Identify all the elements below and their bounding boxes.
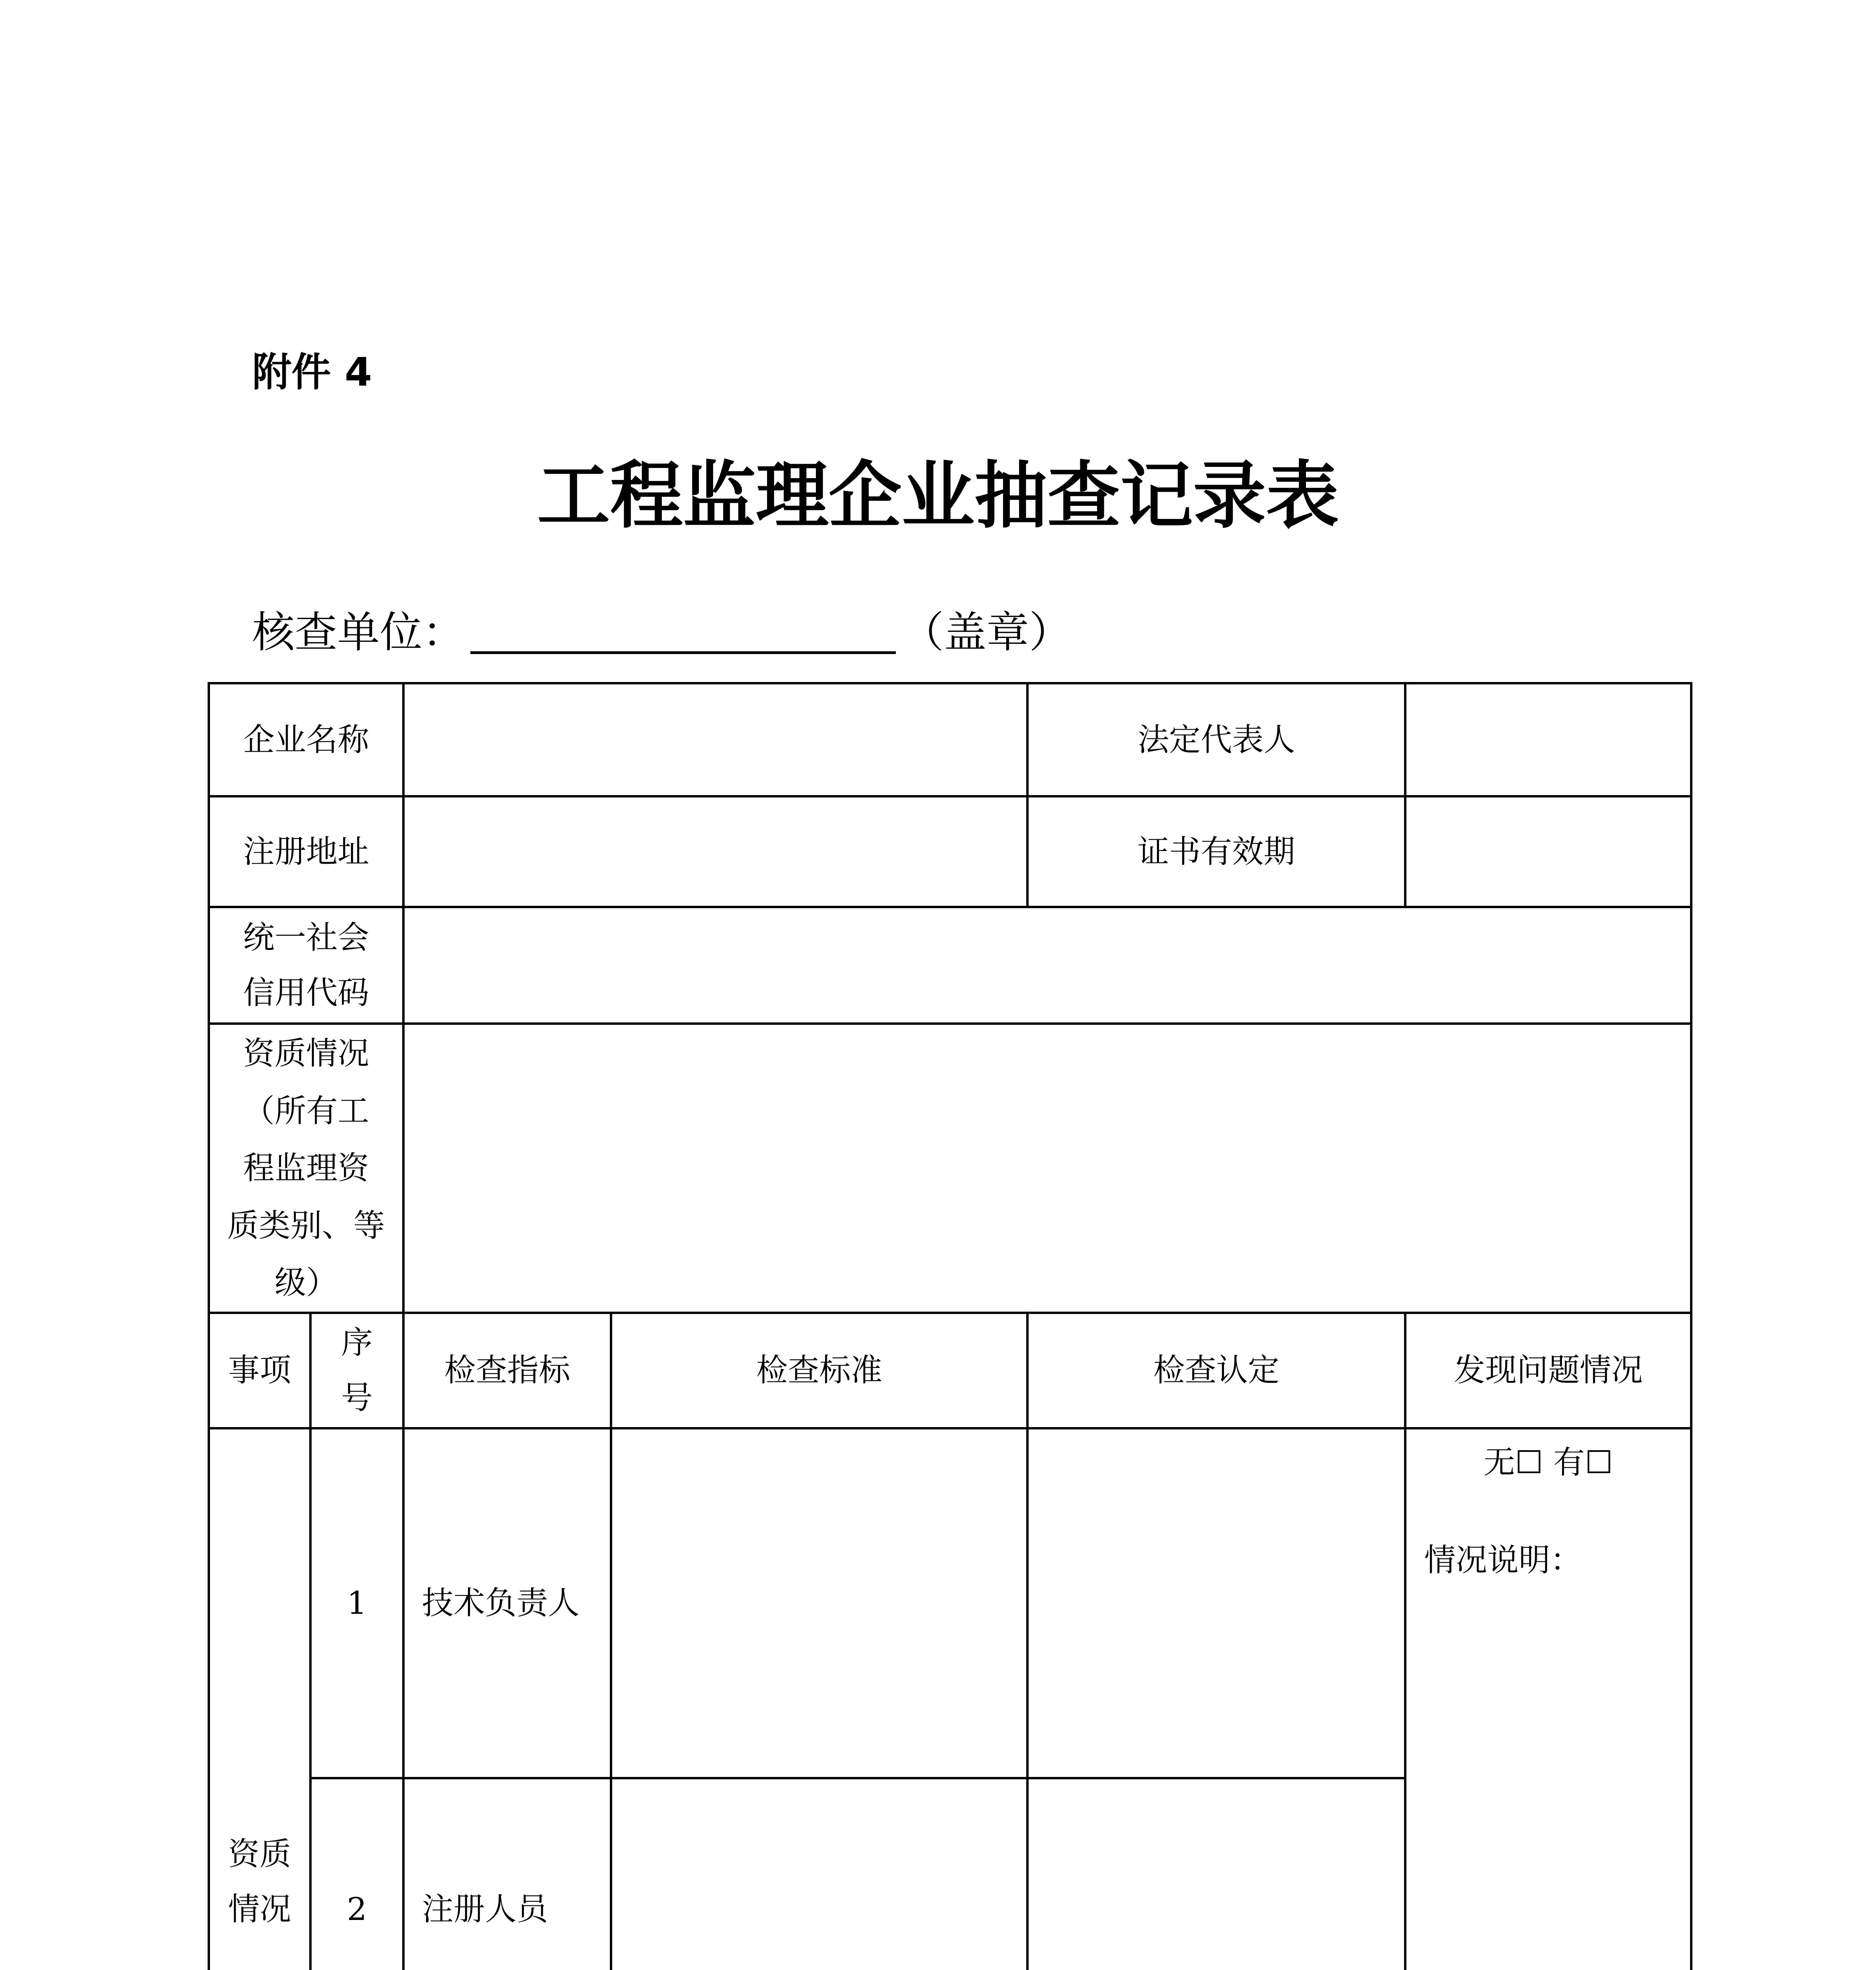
col-header-seq-line: 序 <box>341 1324 373 1361</box>
qualification-label-line: 资质情况 <box>243 1035 369 1072</box>
address-field[interactable] <box>403 796 1027 907</box>
inspection-unit-label: 核查单位： <box>252 608 465 657</box>
section-label-line: 情况 <box>228 1890 291 1927</box>
row-column-headers <box>209 1313 1691 1428</box>
record-table <box>208 682 1692 1970</box>
cert-validity-label: 证书有效期 <box>1027 796 1405 907</box>
legal-rep-field[interactable] <box>1405 683 1691 796</box>
col-header-standard: 检查标准 <box>611 1313 1027 1428</box>
qualification-label <box>209 1024 403 1313</box>
credit-code-field[interactable] <box>403 907 1691 1024</box>
col-header-seq-line: 号 <box>341 1379 373 1416</box>
row-credit-code <box>209 907 1691 1024</box>
credit-code-label-line: 信用代码 <box>243 974 369 1011</box>
finding-note-label: 情况说明： <box>1424 1541 1582 1578</box>
inspection-unit-field[interactable] <box>470 612 896 654</box>
row-indicator: 技术负责人 <box>403 1428 611 1778</box>
row-qualification <box>209 1024 1691 1313</box>
col-header-indicator: 检查指标 <box>403 1313 611 1428</box>
cert-validity-field[interactable] <box>1405 796 1691 907</box>
seal-label: （盖章） <box>901 608 1072 657</box>
credit-code-label-line: 统一社会 <box>243 919 369 956</box>
row-determination-field[interactable] <box>1027 1428 1405 1778</box>
problems-cell <box>1405 1428 1691 1970</box>
enterprise-name-field[interactable] <box>403 683 1027 796</box>
row-standard-field[interactable] <box>611 1778 1027 1970</box>
row-standard-field[interactable] <box>611 1428 1027 1778</box>
col-header-determination: 检查认定 <box>1027 1313 1405 1428</box>
qualification-field[interactable] <box>403 1024 1691 1313</box>
qualification-label-line: 质类别、等 <box>227 1207 385 1244</box>
col-header-seq <box>310 1313 403 1428</box>
qualification-label-line: 级） <box>275 1264 338 1301</box>
row-seq: 1 <box>310 1428 403 1778</box>
credit-code-label <box>209 907 403 1024</box>
row-determination-field[interactable] <box>1027 1778 1405 1970</box>
document-title: 工程监理企业抽查记录表 <box>537 452 1339 538</box>
table-row <box>209 1428 1691 1778</box>
row-indicator: 注册人员 <box>403 1778 611 1970</box>
section-label-line: 资质 <box>228 1835 291 1872</box>
row-address <box>209 796 1691 907</box>
qualification-label-line: 程监理资 <box>243 1150 369 1187</box>
inspection-unit-line <box>252 603 1072 657</box>
attachment-label: 附件 4 <box>252 349 372 395</box>
legal-rep-label: 法定代表人 <box>1027 683 1405 796</box>
section-label-qualification <box>209 1428 310 1970</box>
row-enterprise-name <box>209 683 1691 796</box>
qualification-label-line: （所有工 <box>243 1092 369 1129</box>
enterprise-name-label: 企业名称 <box>209 683 403 796</box>
row-seq: 2 <box>310 1778 403 1970</box>
finding-checkboxes[interactable]: 无☐ 有☐ <box>1483 1444 1613 1481</box>
col-header-item: 事项 <box>209 1313 310 1428</box>
address-label: 注册地址 <box>209 796 403 907</box>
col-header-problems: 发现问题情况 <box>1405 1313 1691 1428</box>
